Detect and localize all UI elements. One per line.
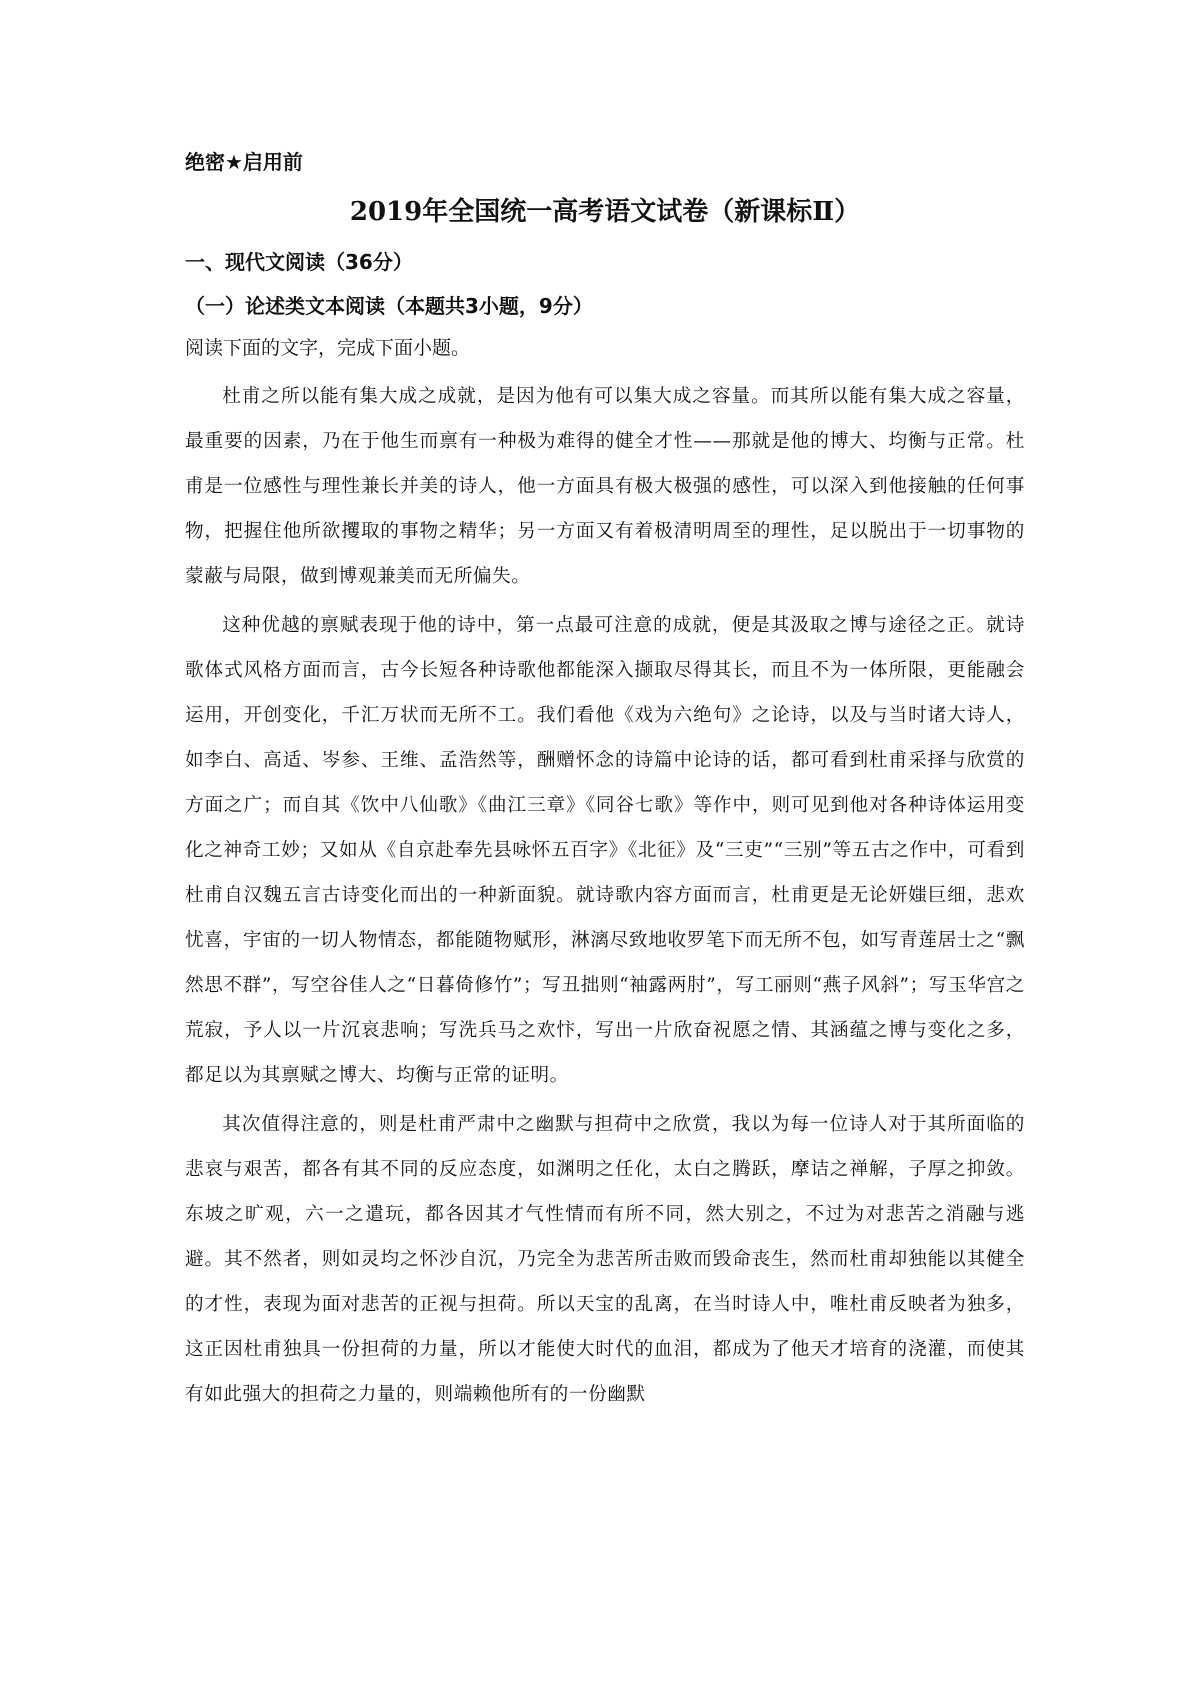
exam-page — [185, 148, 1025, 1421]
exam-title: 2019年全国统一高考语文试卷（新课标Ⅱ） — [349, 197, 861, 227]
passage-paragraph-1: 杜甫之所以能有集大成之成就，是因为他有可以集大成之容量。而其所以能有集大成之容量，最重要的因素，乃在于他生而禀有一种极为难得的健全才性——那就是他的博大、均衡与正常。杜甫是一位感性与理性兼长并美的诗人，他一方面具有极大极强的感性，可以深入到他接触的任何事物，把握住他所欲攫取的事物之精华；另一方面又有着极清明周至的理性，足以脱出于一切事物的蒙蔽与局限，做到博观兼美而无所偏失。 — [185, 386, 1025, 587]
subsection-heading: （一）论述类文本阅读（本题共3小题，9分） — [185, 294, 593, 318]
secret-mark: 绝密★启用前 — [185, 150, 303, 174]
passage-paragraph-3: 其次值得注意的，则是杜甫严肃中之幽默与担荷中之欣赏，我以为每一位诗人对于其所面临的悲哀与艰苦，都各有其不同的反应态度，如渊明之任化，太白之腾跃，摩诘之禅解，子厚之抑敛。东坡之旷观，六一之遣玩，都各因其才气性情而有所不同，然大别之，不过为对悲苦之消融与逃避。其不然者，则如灵均之怀沙自沉，乃完全为悲苦所击败而毁命丧生，然而杜甫却独能以其健全的才性，表现为面对悲苦的正视与担荷。所以天宝的乱离，在当时诗人中，唯杜甫反映者为独多，这正因杜甫独具一份担荷的力量，所以才能使大时代的血泪，都成为了他天才培育的浇灌，而使其有如此强大的担荷之力量的，则端赖他所有的一份幽默 — [185, 1114, 1025, 1405]
passage-paragraph-2: 这种优越的禀赋表现于他的诗中，第一点最可注意的成就，便是其汲取之博与途径之正。就诗歌体式风格方面而言，古今长短各种诗歌他都能深入撷取尽得其长，而且不为一体所限，更能融会运用，开创变化，千汇万状而无所不工。我们看他《戏为六绝句》之论诗，以及与当时诸大诗人，如李白、高适、岑参、王维、孟浩然等，酬赠怀念的诗篇中论诗的话，都可看到杜甫采择与欣赏的方面之广；而自其《饮中八仙歌》《曲江三章》《同谷七歌》等作中，则可见到他对各种诗体运用变化之神奇工妙；又如从《自京赴奉先县咏怀五百字》《北征》及“三吏”“三别”等五古之作中，可看到杜甫自汉魏五言古诗变化而出的一种新面貌。就诗歌内容方面而言，杜甫更是无论妍媸巨细，悲欢忧喜，宇宙的一切人物情态，都能随物赋形，淋漓尽致地收罗笔下而无所不包，如写青莲居士之“飘然思不群”，写空谷佳人之“日暮倚修竹”；写丑拙则“袖露两肘”，写工丽则“燕子风斜”；写玉华宫之荒寂，予人以一片沉哀悲响；写洗兵马之欢忭，写出一片欣奋祝愿之情、其涵蕴之博与变化之多，都足以为其禀赋之博大、均衡与正常的证明。 — [185, 615, 1025, 1086]
reading-instruction: 阅读下面的文字，完成下面小题。 — [185, 337, 471, 359]
section-heading: 一、现代文阅读（36分） — [185, 250, 413, 274]
